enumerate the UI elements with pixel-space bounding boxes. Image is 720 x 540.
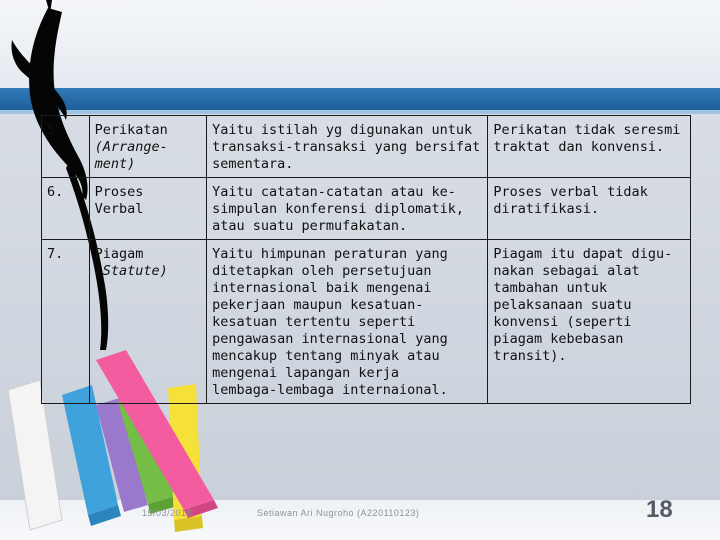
definition-cell: Yaitu istilah yg digunakan untuk transaksi-transaksi yang bersifat sementara. (207, 116, 488, 178)
term-label: Proses Verbal (94, 184, 144, 217)
term-sublabel: (Statute) (94, 263, 168, 279)
page-number: 18 (646, 496, 673, 523)
footer-author: Setiawan Ari Nugroho (A220110123) (257, 508, 420, 518)
definition-cell: Yaitu himpunan peraturan yang ditetapkan oleh persetujuan internasional baik mengenai pekerjaan maupun kesatuan- kesatuan tertentu seperti pengawasan internasional yang mencakup tentang minyak atau mengenai lapangan kerja lembaga-lembaga internaional. (207, 240, 488, 404)
definition-cell: Yaitu catatan-catatan atau ke- simpulan konferensi diplomatik, atau suatu permufakatan. (207, 178, 488, 240)
table-row (42, 116, 691, 178)
content-table (41, 115, 691, 404)
term-label: Piagam (94, 246, 144, 262)
footer-date: 15/03/2018 (142, 508, 193, 518)
term-sublabel: (Arrange- ment) (94, 139, 168, 172)
table-row (42, 178, 691, 240)
note-cell: Piagam itu dapat digu- nakan sebagai alat tambahan untuk pelaksanaan suatu konvensi (seperti piagam kebebasan transit). (488, 240, 691, 404)
table-row (42, 240, 691, 404)
term-label: Perikatan (94, 122, 168, 138)
row-number: 6. (42, 178, 90, 240)
row-number: 7. (42, 240, 90, 404)
term-cell (89, 178, 206, 240)
term-cell (89, 240, 206, 404)
note-cell: Proses verbal tidak diratifikasi. (488, 178, 691, 240)
note-cell: Perikatan tidak seresmi traktat dan konvensi. (488, 116, 691, 178)
term-cell (89, 116, 206, 178)
row-number: 5. (42, 116, 90, 178)
